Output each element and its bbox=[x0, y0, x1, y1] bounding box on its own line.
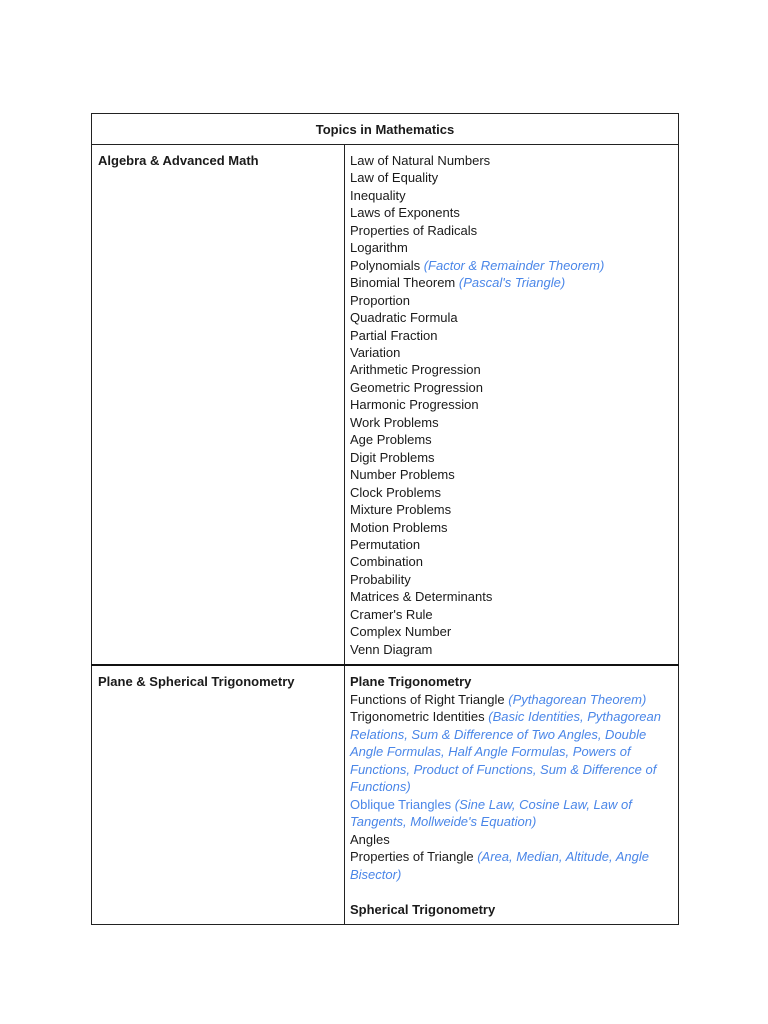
topic-label: Motion Problems bbox=[350, 519, 448, 535]
topic-item bbox=[350, 484, 672, 501]
topic-label: Arithmetic Progression bbox=[350, 362, 481, 378]
topic-item bbox=[350, 848, 672, 883]
topic-label: Age Problems bbox=[350, 432, 432, 448]
topic-item bbox=[350, 588, 672, 605]
topic-item bbox=[350, 239, 672, 256]
topic-item bbox=[350, 396, 672, 413]
topic-item bbox=[350, 204, 672, 221]
topic-item bbox=[350, 553, 672, 570]
topic-item bbox=[350, 449, 672, 466]
topic-item bbox=[350, 831, 672, 849]
topic-item bbox=[350, 169, 672, 186]
table-title: Topics in Mathematics bbox=[92, 114, 679, 145]
table-header-row bbox=[92, 114, 679, 145]
topic-list-trigonometry bbox=[345, 665, 679, 925]
topic-item bbox=[350, 222, 672, 239]
topic-item bbox=[350, 327, 672, 344]
topic-label: Variation bbox=[350, 344, 401, 360]
topic-label: Harmonic Progression bbox=[350, 397, 479, 413]
topic-list-algebra bbox=[345, 145, 679, 666]
topic-label: Matrices & Determinants bbox=[350, 589, 493, 605]
plane-trigonometry-heading: Plane Trigonometry bbox=[350, 674, 472, 690]
topic-item bbox=[350, 623, 672, 640]
topic-label: Venn Diagram bbox=[350, 641, 433, 657]
topic-label: Logarithm bbox=[350, 240, 408, 256]
topic-label: Binomial Theorem bbox=[350, 275, 456, 291]
topic-label: Number Problems bbox=[350, 467, 455, 483]
topic-note: (Area, Median, Altitude, Angle Bisector) bbox=[350, 849, 649, 882]
topic-item bbox=[350, 641, 672, 658]
topic-label: Complex Number bbox=[350, 624, 452, 640]
topic-label: Probability bbox=[350, 571, 411, 587]
topic-label: Angles bbox=[350, 831, 390, 847]
topic-label: Trigonometric Identities bbox=[350, 709, 485, 725]
spacer bbox=[350, 883, 672, 901]
topic-label: Properties of Triangle bbox=[350, 849, 474, 865]
topics-table bbox=[91, 113, 679, 925]
topic-item bbox=[350, 414, 672, 431]
spherical-trigonometry-heading: Spherical Trigonometry bbox=[350, 901, 496, 917]
table-row-trigonometry bbox=[92, 665, 679, 925]
topic-item bbox=[350, 187, 672, 204]
category-trigonometry: Plane & Spherical Trigonometry bbox=[92, 665, 345, 925]
topic-note: (Pascal's Triangle) bbox=[458, 275, 566, 291]
topic-label: Permutation bbox=[350, 536, 421, 552]
topic-item bbox=[350, 691, 672, 709]
topic-label: Inequality bbox=[350, 187, 406, 203]
topic-item bbox=[350, 344, 672, 361]
topic-item bbox=[350, 152, 672, 169]
topic-note: (Sine Law, Cosine Law, Law of Tangents, Mollweide's Equation) bbox=[350, 796, 632, 830]
topic-label: Law of Natural Numbers bbox=[350, 153, 491, 168]
topic-label: Mixture Problems bbox=[350, 502, 452, 518]
topic-label: Clock Problems bbox=[350, 484, 442, 500]
topic-item bbox=[350, 519, 672, 536]
topic-label: Digit Problems bbox=[350, 449, 435, 465]
topic-label: Properties of Radicals bbox=[350, 222, 478, 238]
topic-item bbox=[350, 431, 672, 448]
topic-item bbox=[350, 536, 672, 553]
topic-label: Proportion bbox=[350, 292, 410, 308]
topic-item bbox=[350, 309, 672, 326]
topic-item bbox=[350, 274, 672, 291]
topic-note: (Pythagorean Theorem) bbox=[508, 691, 647, 707]
topic-label: Polynomials bbox=[350, 257, 421, 273]
topic-item bbox=[350, 606, 672, 623]
topic-item bbox=[350, 571, 672, 588]
topic-note: (Factor & Remainder Theorem) bbox=[423, 257, 605, 273]
topic-item bbox=[350, 361, 672, 378]
topic-item bbox=[350, 708, 672, 796]
topic-label: Geometric Progression bbox=[350, 379, 483, 395]
topic-item bbox=[350, 257, 672, 274]
topic-label: Combination bbox=[350, 554, 423, 570]
table-row-algebra bbox=[92, 145, 679, 666]
category-algebra: Algebra & Advanced Math bbox=[92, 145, 345, 666]
topic-item bbox=[350, 379, 672, 396]
topic-item bbox=[350, 292, 672, 309]
topic-label: Work Problems bbox=[350, 414, 439, 430]
topic-label: Oblique Triangles bbox=[350, 796, 452, 812]
topic-label: Quadratic Formula bbox=[350, 310, 458, 326]
topic-note: (Basic Identities, Pythagorean Relations, Sum & Difference of Two Angles, Double Angle Formulas, Half Angle Formulas, Powers of Functions, Product of Functions, Sum & Difference of Functions) bbox=[350, 709, 661, 795]
topic-label: Partial Fraction bbox=[350, 327, 438, 343]
plane-trigonometry-topics bbox=[350, 691, 672, 884]
topic-item bbox=[350, 796, 672, 831]
topic-item bbox=[350, 466, 672, 483]
topic-label: Functions of Right Triangle bbox=[350, 691, 505, 707]
topic-label: Cramer's Rule bbox=[350, 606, 433, 622]
topic-item bbox=[350, 501, 672, 518]
topic-label: Laws of Exponents bbox=[350, 205, 460, 221]
topic-label: Law of Equality bbox=[350, 170, 439, 186]
